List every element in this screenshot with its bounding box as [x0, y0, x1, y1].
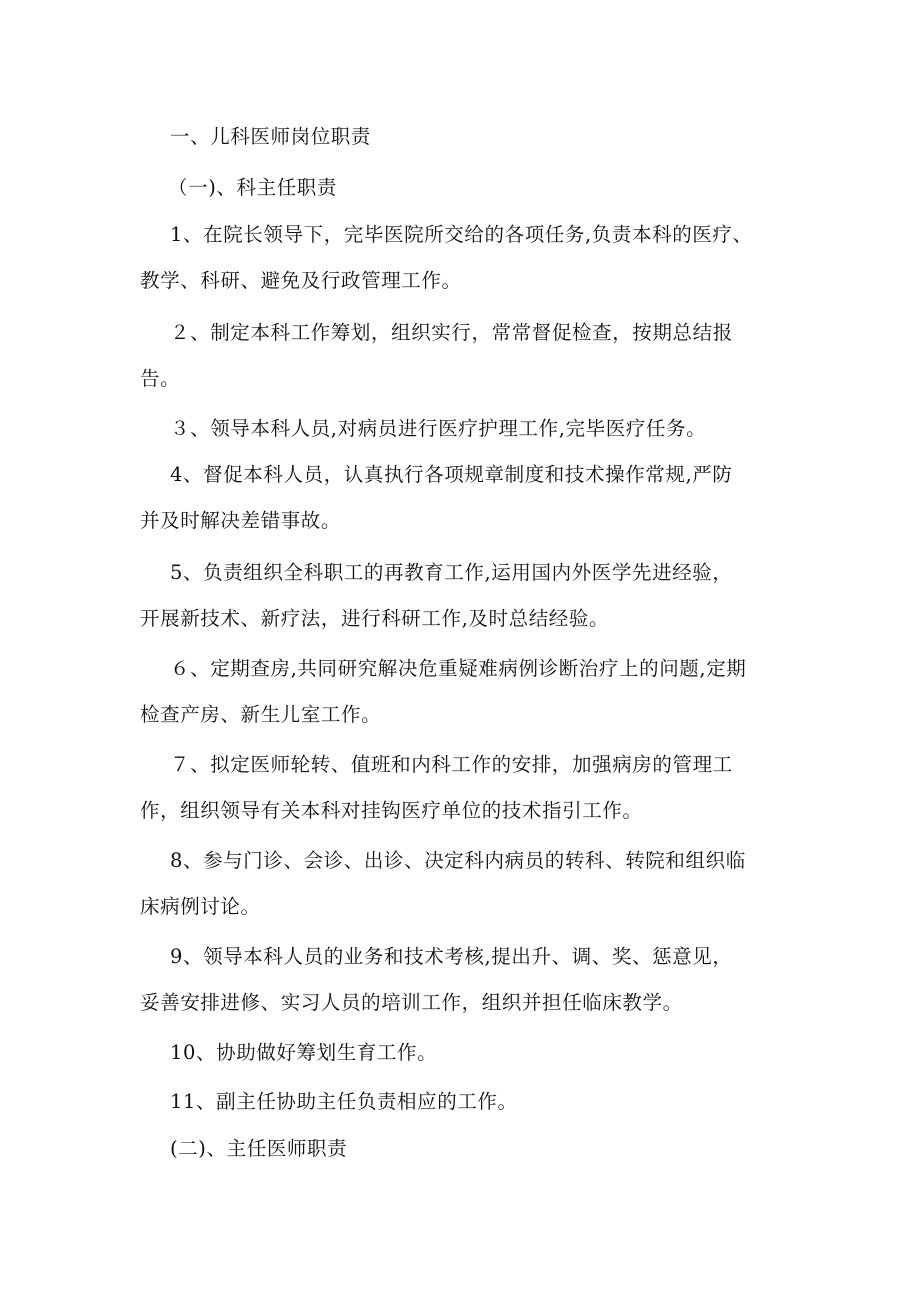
item-4-line-2: 并及时解决差错事故。: [140, 509, 342, 532]
item-6-line-1: ６、定期查房,共同研究解决危重疑难病例诊断治疗上的问题,定期: [170, 657, 747, 680]
item-8-line-2: 床病例讨论。: [140, 895, 261, 918]
item-6-line-2: 检查产房、新生儿室工作。: [140, 703, 382, 726]
item-2-line-2: 告。: [140, 367, 181, 390]
section-title-department-director: （一)、科主任职责: [168, 176, 338, 199]
item-1-line-2: 教学、科研、避免及行政管理工作。: [140, 269, 462, 292]
item-11-line-1: 11、副主任协助主任负责相应的工作。: [170, 1090, 518, 1113]
item-9-line-2: 妥善安排进修、实习人员的培训工作，组织并担任临床教学。: [140, 991, 683, 1014]
document-heading: 一、儿科医师岗位职责: [170, 125, 372, 148]
item-1-line-1: 1、在院长领导下，完毕医院所交给的各项任务,负责本科的医疗、: [170, 223, 753, 246]
item-8-line-1: 8、参与门诊、会诊、出诊、决定科内病员的转科、转院和组织临: [170, 849, 746, 872]
item-7-line-2: 作，组织领导有关本科对挂钩医疗单位的技术指引工作。: [140, 799, 643, 822]
item-10-line-1: 10、协助做好筹划生育工作。: [170, 1041, 438, 1064]
item-4-line-1: 4、督促本科人员，认真执行各项规章制度和技术操作常规,严防: [170, 463, 733, 486]
item-5-line-1: 5、负责组织全科职工的再教育工作,运用国内外医学先进经验，: [170, 561, 733, 584]
item-9-line-1: 9、领导本科人员的业务和技术考核,提出升、调、奖、惩意见，: [170, 945, 733, 968]
item-3-line-1: ３、领导本科人员,对病员进行医疗护理工作,完毕医疗任务。: [170, 417, 707, 440]
section-title-chief-physician: (二)、主任医师职责: [170, 1137, 348, 1160]
item-5-line-2: 开展新技术、新疗法，进行科研工作,及时总结经验。: [140, 607, 610, 630]
item-2-line-1: ２、制定本科工作筹划，组织实行，常常督促检查，按期总结报: [170, 321, 733, 344]
item-7-line-1: ７、拟定医师轮转、值班和内科工作的安排，加强病房的管理工: [170, 753, 733, 776]
